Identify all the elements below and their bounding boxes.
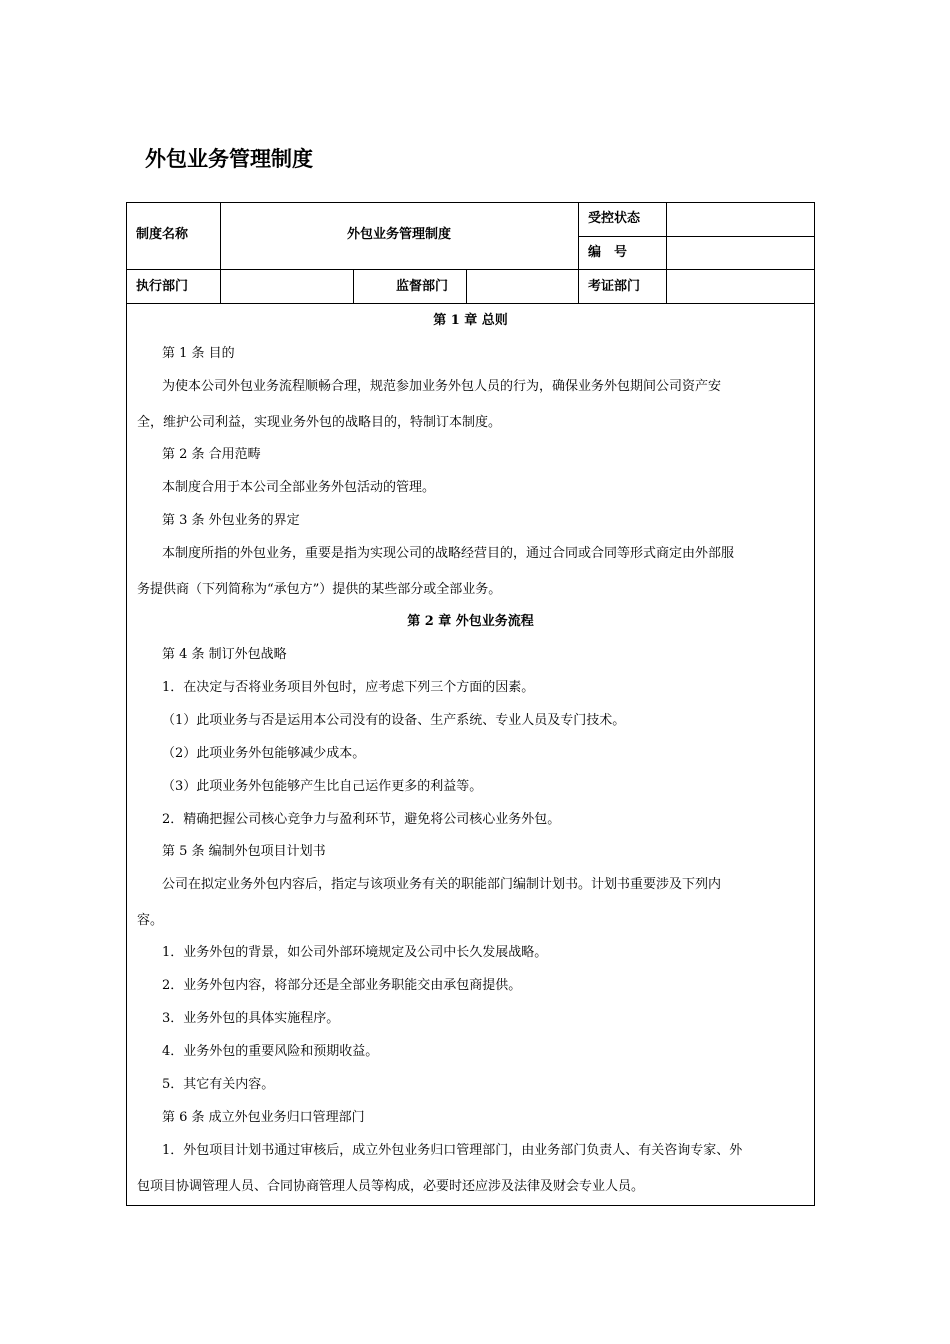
- body-paragraph: 为使本公司外包业务流程顺畅合理，规范参加业务外包人员的行为，确保业务外包期间公司资产安: [162, 379, 722, 394]
- article-heading: 第 5 条 编制外包项目计划书: [162, 844, 326, 859]
- chapter-heading: 第 2 章 外包业务流程: [407, 614, 534, 629]
- chapter-heading: 第 1 章 总则: [433, 313, 508, 328]
- list-item: 4．业务外包的重要风险和预期收益。: [162, 1044, 379, 1059]
- table-rule: [578, 202, 579, 303]
- body-paragraph-continuation: 包项目协调管理人员、合同协商管理人员等构成，必要时还应涉及法律及财会专业人员。: [137, 1179, 645, 1194]
- table-rule: [666, 202, 667, 303]
- list-item: （3）此项业务外包能够产生比自己运作更多的利益等。: [162, 779, 483, 794]
- list-item: （2）此项业务外包能够减少成本。: [162, 746, 366, 761]
- list-item: 2．业务外包内容，将部分还是全部业务职能交由承包商提供。: [162, 978, 522, 993]
- list-item: 1．外包项目计划书通过审核后，成立外包业务归口管理部门，由业务部门负责人、有关咨询专家、外: [162, 1143, 743, 1158]
- body-paragraph: 公司在拟定业务外包内容后，指定与该项业务有关的职能部门编制计划书。计划书重要涉及下列内: [162, 877, 722, 892]
- list-item: 3．业务外包的具体实施程序。: [162, 1011, 340, 1026]
- article-heading: 第 2 条 合用范畴: [162, 447, 261, 462]
- document-title: 外包业务管理制度: [145, 147, 313, 171]
- list-item: 1．业务外包的背景，如公司外部环境规定及公司中长久发展战略。: [162, 945, 548, 960]
- verifying-department-label: 考证部门: [588, 279, 641, 294]
- regulation-name-value: 外包业务管理制度: [346, 227, 451, 242]
- list-item: 1．在决定与否将业务项目外包时，应考虑下列三个方面的因素。: [162, 680, 535, 695]
- list-item: （1）此项业务与否是运用本公司没有的设备、生产系统、专业人员及专门技术。: [162, 713, 626, 728]
- article-heading: 第 4 条 制订外包战略: [162, 647, 287, 662]
- body-paragraph: 本制度所指的外包业务，重要是指为实现公司的战略经营目的，通过合同或合同等形式商定由外部服: [162, 546, 735, 561]
- table-rule: [220, 202, 221, 303]
- list-item: 5．其它有关内容。: [162, 1077, 275, 1092]
- executing-department-label: 执行部门: [136, 279, 189, 294]
- body-paragraph-continuation: 容。: [137, 913, 164, 928]
- table-rule: [578, 236, 815, 237]
- document-number-label: 编 号: [588, 245, 628, 260]
- article-heading: 第 6 条 成立外包业务归口管理部门: [162, 1110, 365, 1125]
- article-heading: 第 1 条 目的: [162, 346, 235, 361]
- article-heading: 第 3 条 外包业务的界定: [162, 513, 300, 528]
- table-rule: [126, 303, 815, 304]
- control-status-label: 受控状态: [588, 211, 641, 226]
- body-paragraph-continuation: 务提供商（下列简称为“承包方”）提供的某些部分或全部业务。: [137, 582, 502, 597]
- table-rule: [466, 269, 467, 303]
- supervising-department-label: 监督部门: [396, 279, 449, 294]
- body-paragraph-continuation: 全，维护公司利益，实现业务外包的战略目的，特制订本制度。: [137, 415, 502, 430]
- table-rule: [126, 269, 815, 270]
- list-item: 2．精确把握公司核心竞争力与盈利环节，避免将公司核心业务外包。: [162, 812, 561, 827]
- table-rule: [353, 269, 354, 303]
- body-paragraph: 本制度合用于本公司全部业务外包活动的管理。: [162, 480, 436, 495]
- regulation-name-label: 制度名称: [136, 227, 189, 242]
